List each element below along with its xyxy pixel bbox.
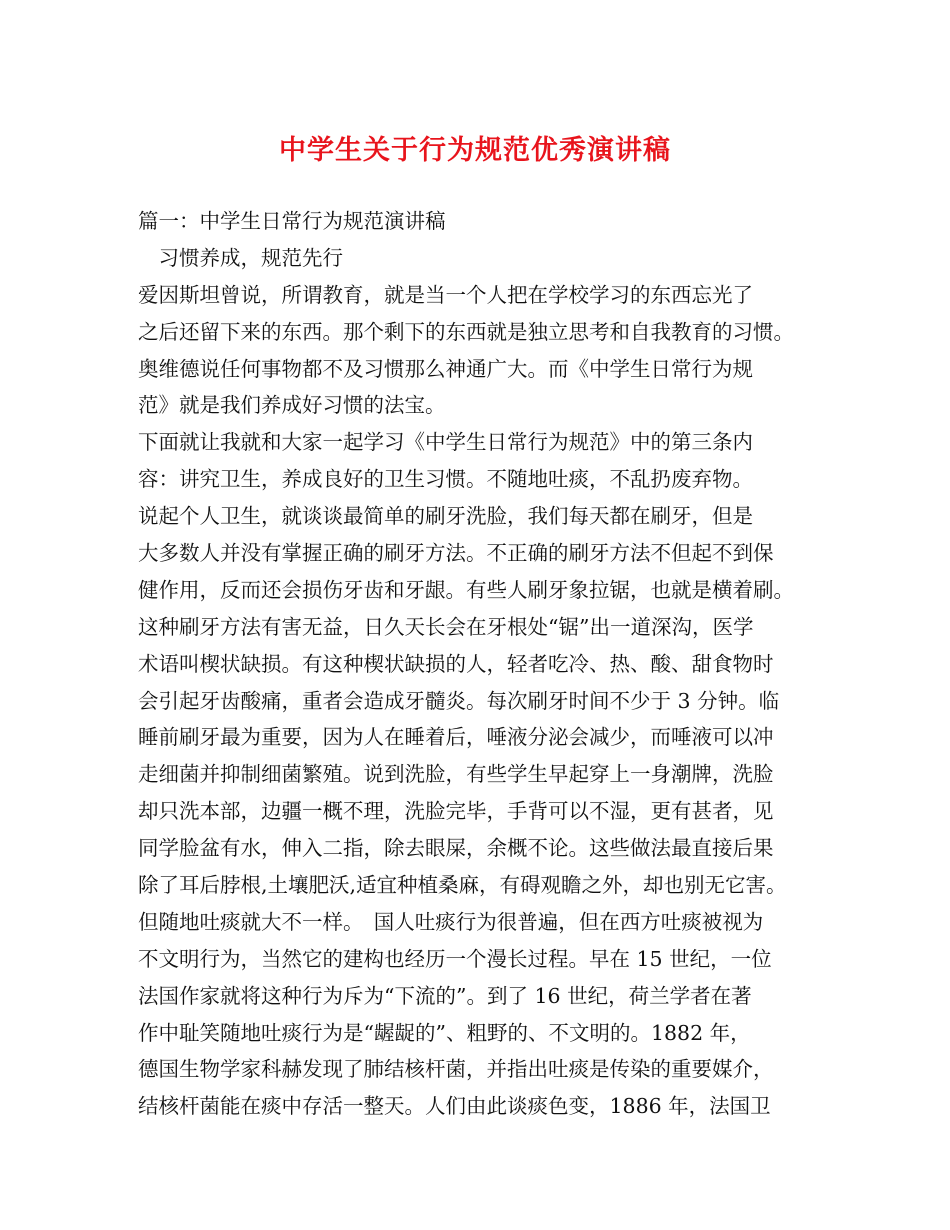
document-body (138, 203, 828, 1125)
text-line: 法国作家就将这种行为斥为“下流的”。到了 16 世纪，荷兰学者在著 (138, 983, 752, 1008)
text-line: 篇一：中学生日常行为规范演讲稿 (138, 209, 446, 233)
text-line: 同学脸盆有水，伸入二指，除去眼屎，余概不论。这些做法最直接后果 (138, 836, 774, 861)
text-line: 除了耳后脖根,土壤肥沃,适宜种植桑麻，有碍观瞻之外，却也别无它害。 (138, 873, 787, 898)
text-line: 但随地吐痰就大不一样。 国人吐痰行为很普遍，但在西方吐痰被视为 (138, 909, 764, 934)
text-line: 结核杆菌能在痰中存活一整天。人们由此谈痰色变，1886 年，法国卫 (138, 1094, 771, 1119)
text-line: 睡前刷牙最为重要，因为人在睡着后，唾液分泌会减少，而唾液可以冲 (138, 725, 774, 750)
text-line: 德国生物学家科赫发现了肺结核杆菌，并指出吐痰是传染的重要媒介， (138, 1057, 774, 1082)
text-line: 下面就让我就和大家一起学习《中学生日常行为规范》中的第三条内 (138, 430, 753, 455)
text-line: 之后还留下来的东西。那个剩下的东西就是独立思考和自我教育的习惯。 (138, 319, 794, 344)
text-line: 健作用，反而还会损伤牙齿和牙龈。有些人刷牙象拉锯，也就是横着刷。 (138, 577, 794, 602)
text-line: 习惯养成，规范先行 (138, 245, 343, 270)
document-title: 中学生关于行为规范优秀演讲稿 (279, 135, 671, 166)
text-line: 爱因斯坦曾说，所谓教育，就是当一个人把在学校学习的东西忘光了 (138, 282, 753, 307)
text-line: 作中耻笑随地吐痰行为是“龌龊的”、粗野的、不文明的。1882 年， (138, 1020, 751, 1045)
text-line: 范》就是我们养成好习惯的法宝。 (138, 393, 446, 418)
text-line: 奥维德说任何事物都不及习惯那么神通广大。而《中学生日常行为规 (138, 356, 753, 381)
text-line: 大多数人并没有掌握正确的刷牙方法。不正确的刷牙方法不但起不到保 (138, 541, 774, 566)
text-line: 说起个人卫生，就谈谈最简单的刷牙洗脸，我们每天都在刷牙，但是 (138, 504, 753, 529)
text-line: 不文明行为，当然它的建构也经历一个漫长过程。早在 15 世纪，一位 (138, 946, 772, 971)
text-line: 术语叫楔状缺损。有这种楔状缺损的人，轻者吃冷、热、酸、甜食物时 (138, 651, 774, 676)
text-line: 走细菌并抑制细菌繁殖。说到洗脸，有些学生早起穿上一身潮牌，洗脸 (138, 762, 774, 787)
text-line: 这种刷牙方法有害无益，日久天长会在牙根处“锯”出一道深沟，医学 (138, 614, 754, 639)
text-line: 会引起牙齿酸痛，重者会造成牙髓炎。每次刷牙时间不少于 3 分钟。临 (138, 688, 780, 713)
text-line: 却只洗本部，边疆一概不理，洗脸完毕，手背可以不湿，更有甚者，见 (138, 799, 774, 824)
text-line: 容：讲究卫生，养成良好的卫生习惯。不随地吐痰，不乱扔废弃物。 (138, 467, 753, 492)
